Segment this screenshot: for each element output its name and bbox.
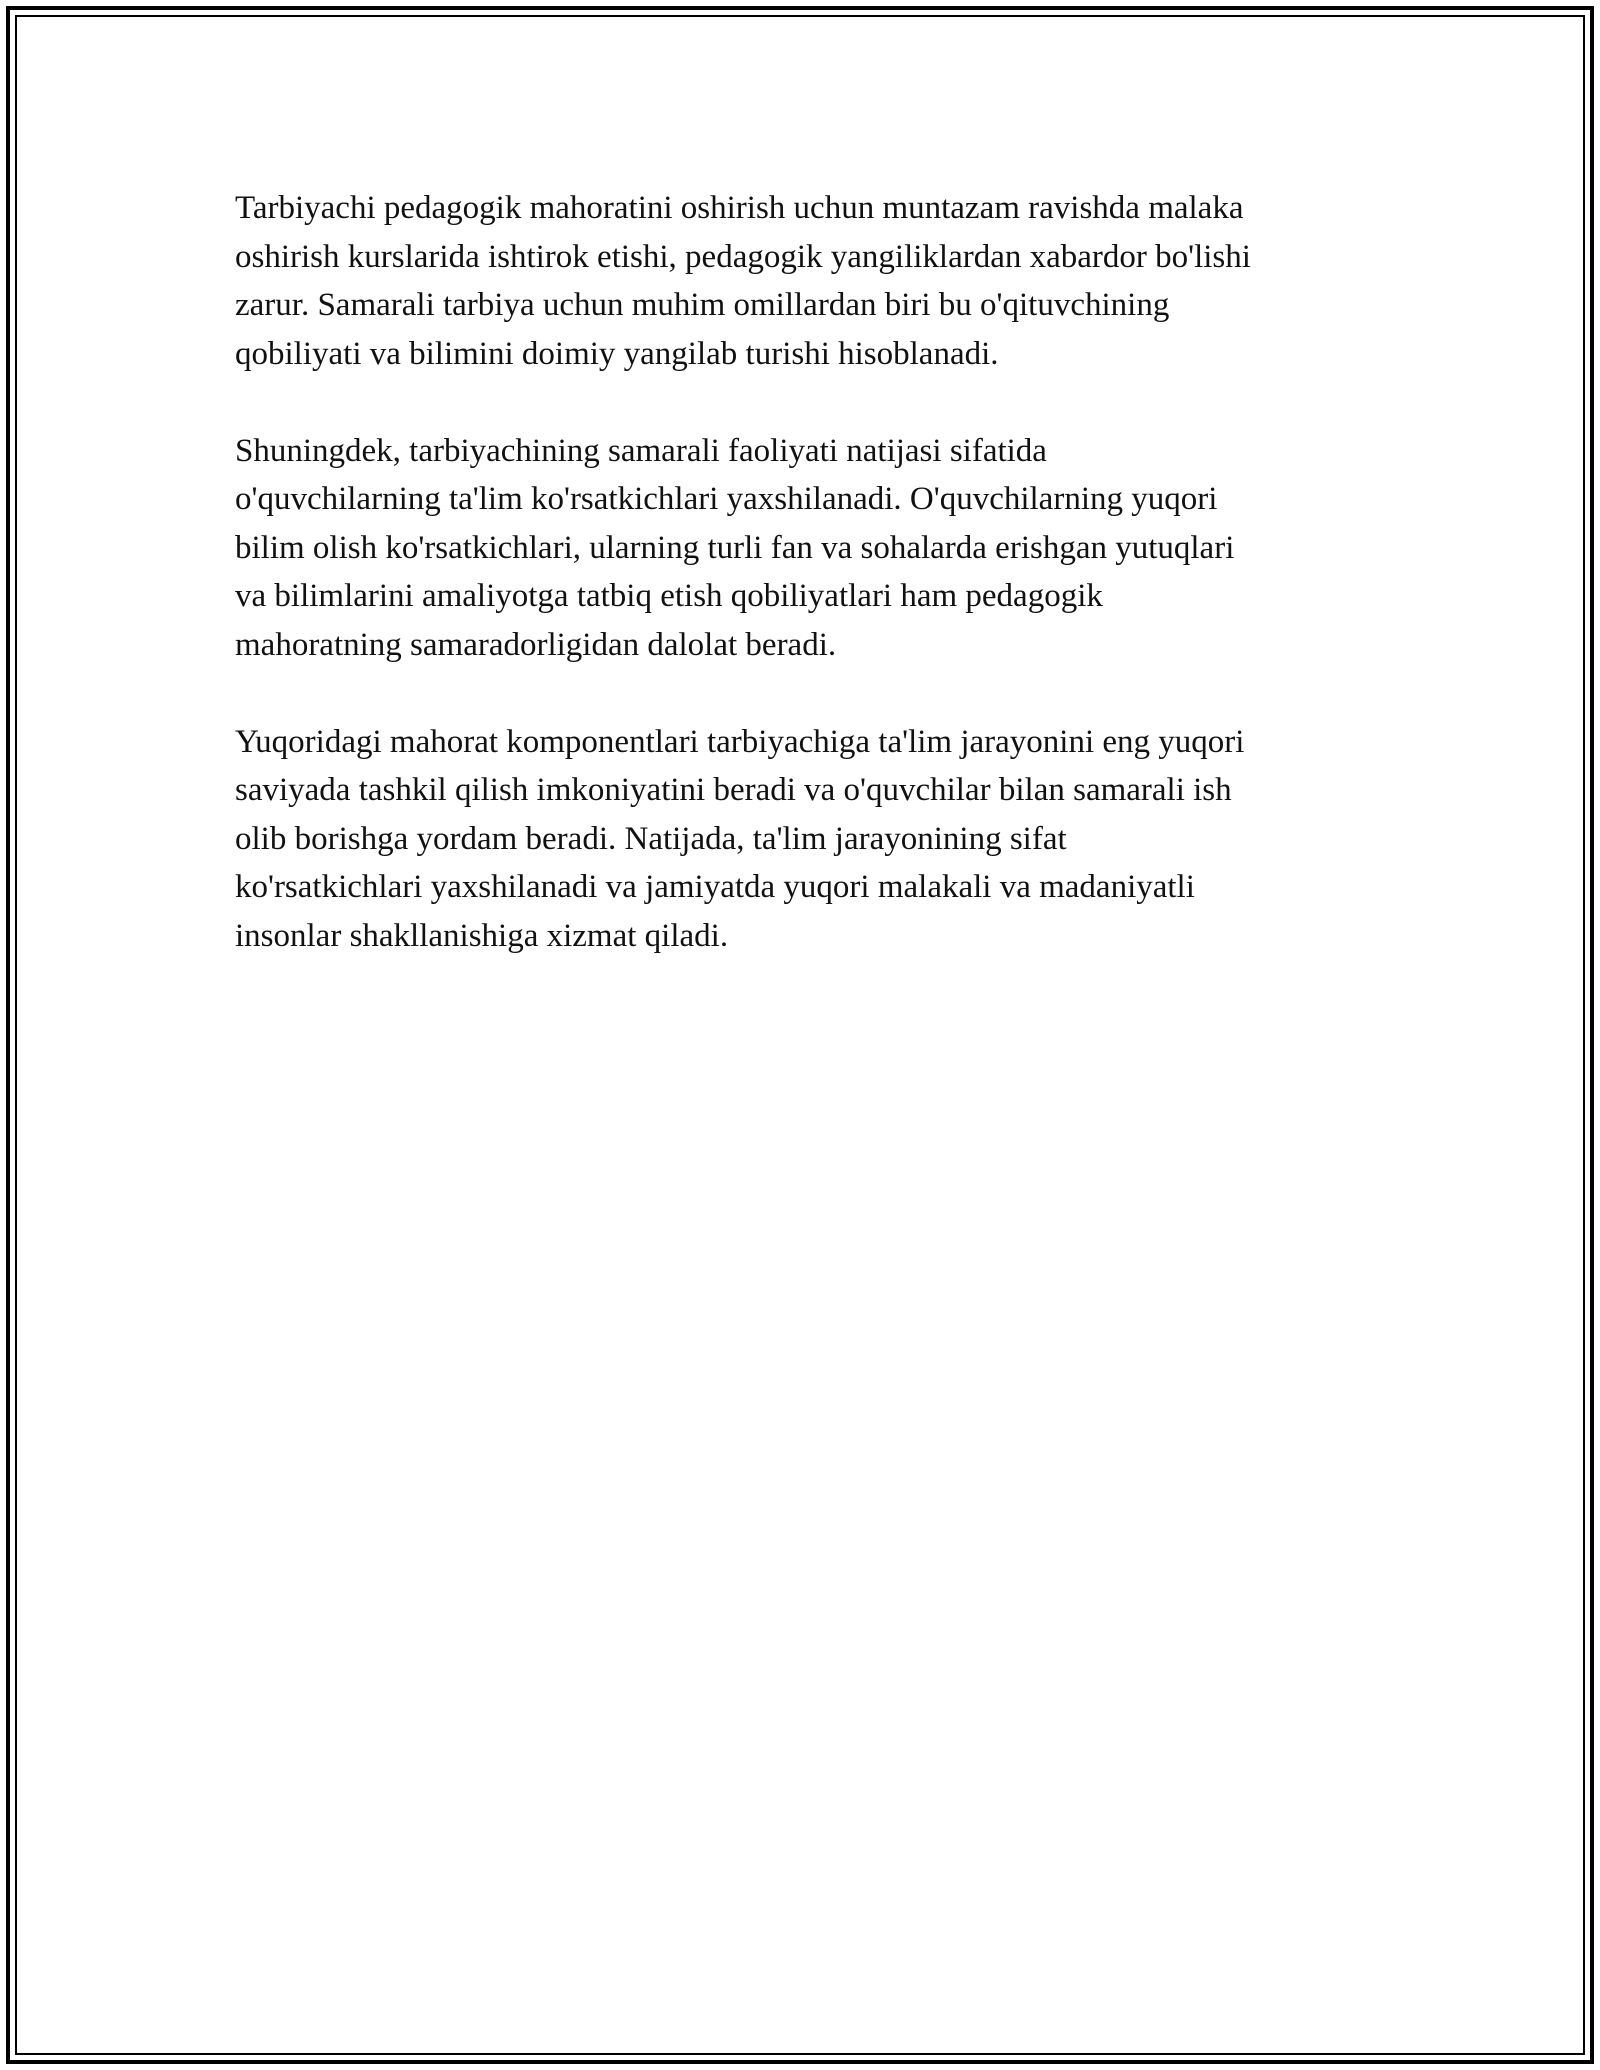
document-body xyxy=(235,184,1370,1009)
text-line: o'quvchilarning ta'lim ko'rsatkichlari yaxshilanadi. O'quvchilarning yuqori xyxy=(235,481,1218,517)
text-line: qobiliyati va bilimini doimiy yangilab turishi hisoblanadi. xyxy=(235,335,999,372)
text-line: bilim olish ko'rsatkichlari, ularning turli fan va sohalarda erishgan yutuqlari xyxy=(235,529,1235,566)
text-line: Yuqoridagi mahorat komponentlari tarbiyachiga ta'lim jarayonini eng yuqori xyxy=(235,723,1245,760)
text-line: zarur. Samarali tarbiya uchun muhim omillardan biri bu o'qituvchining xyxy=(235,287,1170,323)
text-line: mahoratning samaradorligidan dalolat beradi. xyxy=(235,626,837,663)
text-line: Shuningdek, tarbiyachining samarali faoliyati natijasi sifatida xyxy=(235,432,1047,469)
text-line: oshirish kurslarida ishtirok etishi, pedagogik yangiliklardan xabardor bo'lishi xyxy=(235,238,1251,275)
text-line: ko'rsatkichlari yaxshilanadi va jamiyatda yuqori malakali va madaniyatli xyxy=(235,869,1195,905)
paragraph-1 xyxy=(235,184,1370,378)
paragraph-2 xyxy=(235,427,1370,670)
text-line: saviyada tashkil qilish imkoniyatini beradi va o'quvchilar bilan samarali ish xyxy=(235,772,1232,808)
text-line: Tarbiyachi pedagogik mahoratini oshirish uchun muntazam ravishda malaka xyxy=(235,190,1244,226)
paragraph-3 xyxy=(235,718,1370,961)
text-line: va bilimlarini amaliyotga tatbiq etish qobiliyatlari ham pedagogik xyxy=(235,578,1103,614)
text-line: insonlar shakllanishiga xizmat qiladi. xyxy=(235,917,729,954)
text-line: olib borishga yordam beradi. Natijada, ta'lim jarayonining sifat xyxy=(235,820,1067,857)
